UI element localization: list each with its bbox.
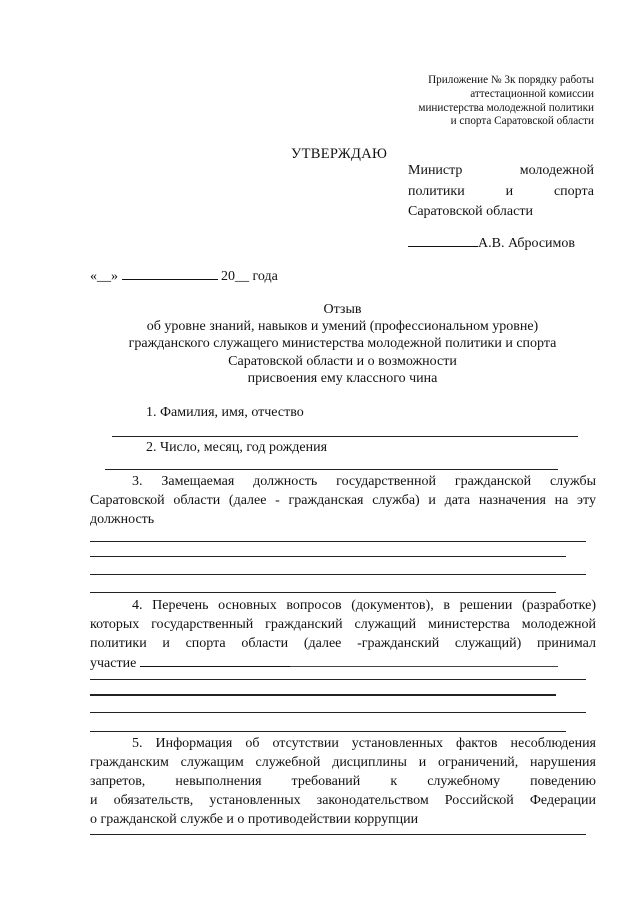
item-4-line: 4. Перечень основных вопросов (документов), в решении (разработке) — [132, 598, 596, 613]
date-suffix: года — [252, 269, 278, 284]
item-4-fill-line[interactable] — [90, 694, 556, 696]
item-3-line: должность — [90, 512, 155, 527]
item-4-fill-line[interactable] — [90, 712, 586, 713]
title-line: присвоения ему классного чина — [247, 370, 438, 386]
item-5-fill-line[interactable] — [90, 834, 586, 835]
appendix-note — [354, 74, 594, 129]
item-1-label: 1. Фамилия, имя, отчество — [146, 405, 304, 420]
item-4-text — [90, 596, 596, 673]
item-4-line: политики и спорта области (далее -гражданский служащий) принимал — [90, 636, 596, 651]
document-title — [90, 301, 595, 387]
item-5-line: запретов, невыполнения требований к служебному поведению — [90, 774, 596, 789]
approval-date — [90, 266, 278, 285]
appendix-line: аттестационной комиссии — [470, 87, 594, 100]
appendix-line: и спорта Саратовской области — [450, 115, 594, 128]
date-day: «__» — [90, 269, 118, 284]
appendix-line: Приложение № 3к порядку работы — [428, 74, 594, 86]
item-3-line: 3. Замещаемая должность государственной гражданской службы — [132, 474, 596, 489]
minister-line: Министр молодежной — [408, 163, 594, 178]
signature-name: А.В. Абросимов — [478, 236, 575, 251]
item-3-fill-line[interactable] — [90, 556, 566, 557]
item-5-line: 5. Информация об отсутствии установленных фактов несоблюдения — [132, 736, 596, 751]
signature-blank[interactable] — [408, 232, 478, 247]
item-3-fill-line[interactable] — [90, 541, 586, 542]
item-4-participation: участие — [90, 656, 137, 671]
item-2-label: 2. Число, месяц, год рождения — [146, 440, 328, 455]
title-line: гражданского служащего министерства молодежной политики и спорта — [128, 336, 557, 352]
approve-heading: УТВЕРЖДАЮ — [291, 146, 388, 162]
item-5-text — [90, 734, 596, 829]
date-year: 20__ — [221, 269, 249, 284]
item-3-line: Саратовской области (далее - гражданская служба) и дата назначения на эту — [90, 493, 596, 508]
item-4-line: которых государственный гражданский служащий министерства молодежной — [90, 617, 596, 632]
item-3-text — [90, 472, 596, 529]
item-4-line — [90, 653, 596, 673]
item-1-fill-line[interactable] — [112, 436, 578, 437]
item-4-blank[interactable] — [290, 653, 558, 667]
item-3-fill-line[interactable] — [90, 574, 586, 575]
minister-line: Саратовской области — [408, 204, 533, 219]
item-4-fill-line[interactable] — [90, 679, 586, 680]
minister-line: политики и спорта — [408, 183, 594, 199]
item-2-fill-line[interactable] — [105, 469, 558, 470]
title-line: Саратовской области и о возможности — [228, 353, 457, 369]
title-line: Отзыв — [323, 302, 362, 317]
item-3-fill-line[interactable] — [90, 592, 556, 593]
item-4-fill-line[interactable] — [90, 731, 566, 732]
appendix-line: министерства молодежной политики — [418, 101, 594, 114]
item-5-line: о гражданской службе и о противодействии коррупции — [90, 812, 419, 827]
signature-field — [408, 232, 575, 252]
minister-block — [408, 161, 594, 223]
date-month-blank[interactable] — [122, 266, 218, 280]
item-4-blank-bold[interactable] — [140, 653, 290, 667]
item-5-line: гражданским служащим служебной дисциплины и ограничений, нарушения — [90, 755, 596, 770]
item-5-line: и обязательств, установленных законодательством Российской Федерации — [90, 793, 596, 808]
title-line: об уровне знаний, навыков и умений (профессиональном уровне) — [146, 319, 539, 335]
